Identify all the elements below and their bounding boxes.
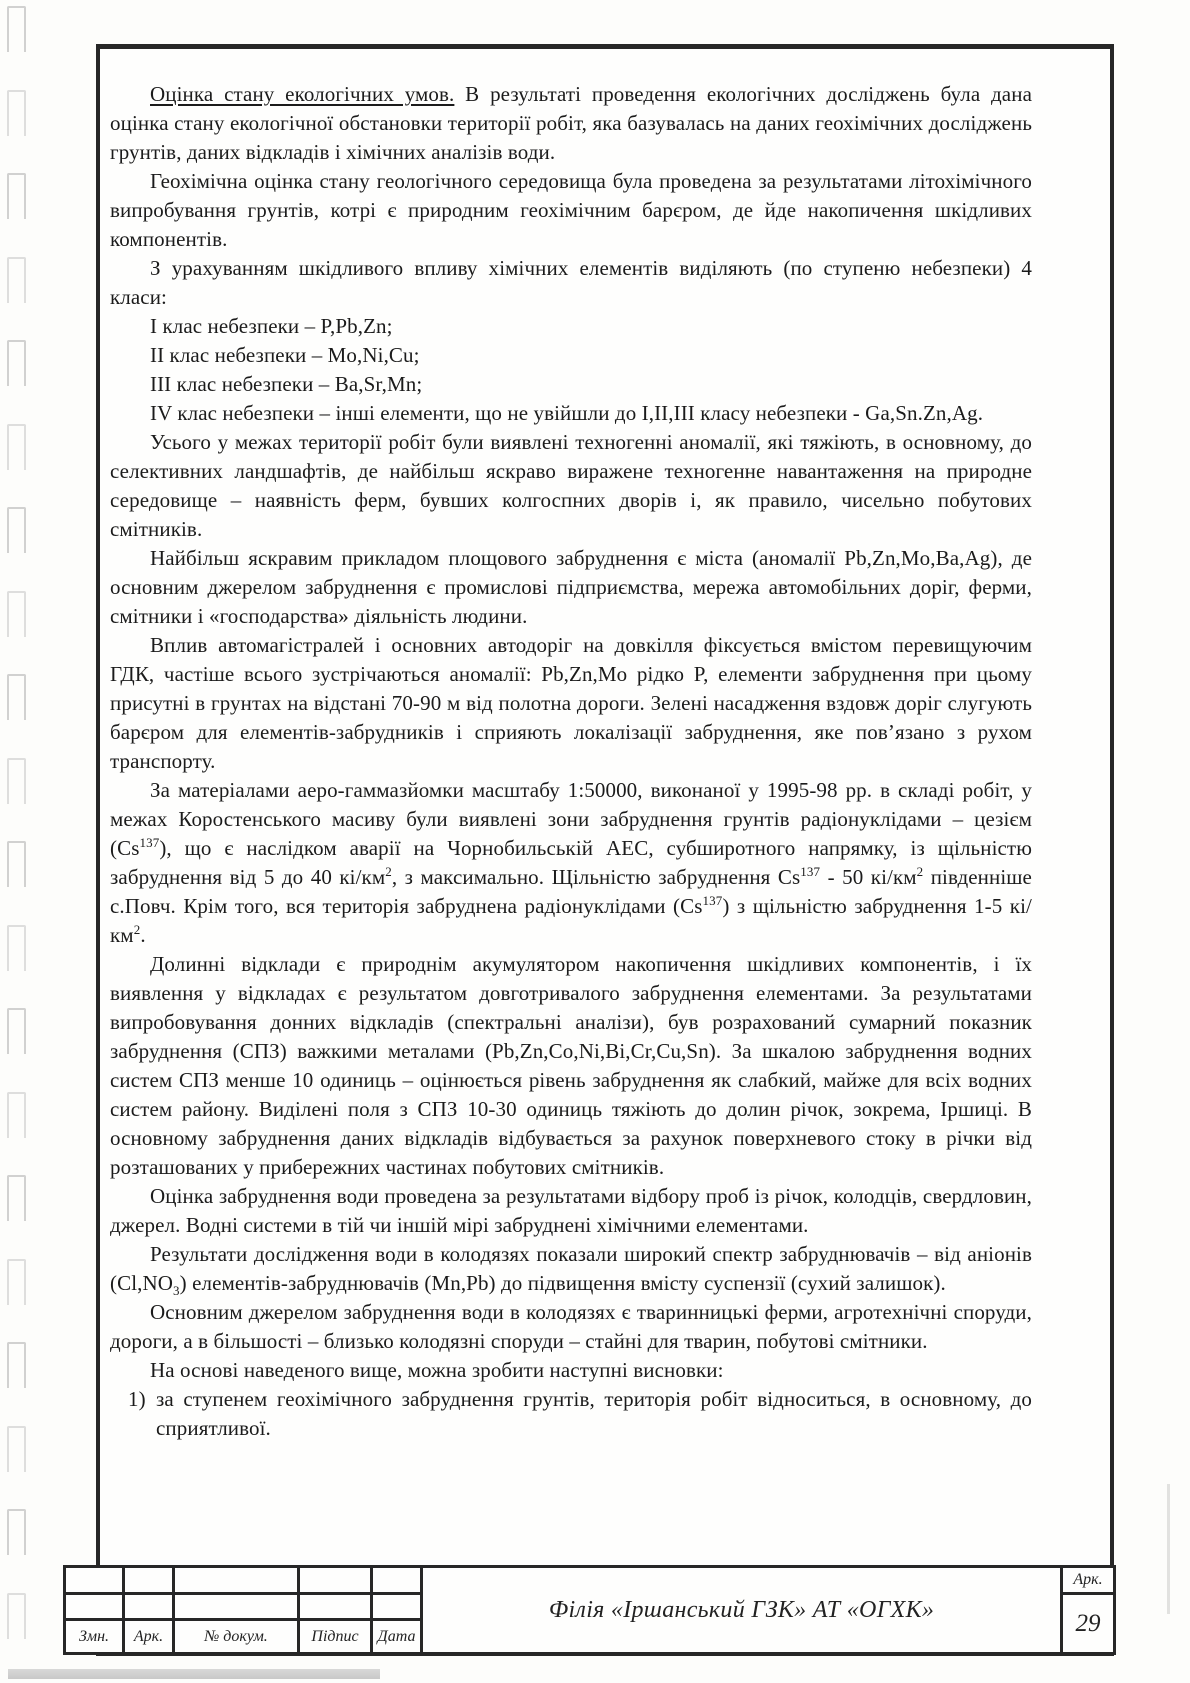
binder-hole-mark	[7, 1593, 26, 1639]
paragraph: III клас небезпеки – Ba,Sr,Mn;	[150, 372, 423, 396]
titleblock-empty-cell	[124, 1567, 174, 1594]
binder-hole-mark	[7, 340, 26, 386]
column-label-dokum: № докум.	[174, 1620, 299, 1654]
superscript: 2	[133, 922, 141, 937]
binder-hole-mark	[7, 1259, 26, 1305]
titleblock-empty-cell	[124, 1594, 174, 1620]
binder-hole-mark	[7, 173, 26, 219]
paragraph: Усього у межах території робіт були виявлені техногенні аномалії, які тяжіють, в основному, до селективних ландшафтів, де найбільш яскраво виражене техногенне навантаження на природне середовище – наявність ферм, бувших колгоспних дворів і, як правило, чисельно побутових смітників.	[110, 430, 1032, 541]
title-block	[63, 1565, 1116, 1655]
paragraph: Основним джерелом забруднення води в колодязях є тваринницькі ферми, агротехнічні споруди, дороги, а в більшості – близько колодязні споруди – стайні для тварин, побутові смітники.	[110, 1300, 1032, 1353]
superscript: 2	[385, 864, 392, 879]
titleblock-empty-cell	[174, 1567, 299, 1594]
list-marker: 1)	[128, 1387, 146, 1411]
paragraph: За матеріалами аеро-гаммазйомки масштабу 1:50000, виконаної у 1995-98 рр. в складі робіт, у межах Коростенського масиву були виявлені зони забруднення грунтів радіонуклідами – цезієм (Cs$^{137}$), що є наслідком аварії на Чорнобильській АЕС, субширотного напрямку, із щільністю забруднення від 5 до 40 $кі/км^2$, з максимально. Щільністю забруднення Cs$^{137}$ - 50 $кі/км^2$ південніше с.Повч. Крім того, вся територія забруднена радіонуклідами (Cs$^{137}$) з щільністю забруднення 1-5 $кі/км^2$.	[110, 778, 1032, 947]
titleblock-empty-cell	[65, 1567, 124, 1594]
binder-hole-mark	[7, 925, 26, 971]
titleblock-empty-cell	[299, 1567, 372, 1594]
paragraph: Найбільш яскравим прикладом площового забруднення є міста (аномалії Pb,Zn,Mo,Ba,Ag), де основним джерелом забруднення є промислові підприємства, мережа автомобільних доріг, ферми, смітники і «господарства» діяльність людини.	[110, 546, 1032, 628]
binding-marks	[0, 0, 70, 1683]
column-label-zmn: Змн.	[65, 1620, 124, 1654]
conclusion-list-item: 1) за ступенем геохімічного забруднення грунтів, територія робіт відноситься, в основному, до сприятливої.	[128, 1387, 1032, 1440]
paragraph: Оцінка стану екологічних умов. В результаті проведення екологічних досліджень була дана оцінка стану екологічної обстановки території робіт, яка базувалась на даних геохімічних досліджень грунтів, даних відкладів і хімічних аналізів води.	[110, 82, 1032, 164]
binder-hole-mark	[7, 507, 26, 553]
sheet-label: Арк.	[1062, 1567, 1115, 1594]
binder-hole-mark	[7, 1342, 26, 1388]
organization-title: Філія «Іршанський ГЗК» АТ «ОГХК»	[422, 1567, 1062, 1654]
binder-hole-mark	[7, 591, 26, 637]
superscript: 137	[139, 835, 160, 850]
sheet-number: 29	[1062, 1594, 1115, 1654]
paragraph: Геохімічна оцінка стану геологічного середовища була проведена за результатами літохімічного випробування грунтів, котрі є природним геохімічним барєром, де йде накопичення шкідливих компонентів.	[110, 169, 1032, 251]
paragraph: I клас небезпеки – P,Pb,Zn;	[150, 314, 393, 338]
titleblock-empty-cell	[174, 1594, 299, 1620]
section-heading: Оцінка стану екологічних умов.	[150, 82, 455, 106]
subscript: 3	[173, 1283, 180, 1299]
paragraph: Вплив автомагістралей і основних автодоріг на довкілля фіксується вмістом перевищуючим ГДК, частіше всього зустрічаються аномалії: Pb,Zn,Mo рідко P, елементи забруднення при цьому присутні в грунтах на відстані 70-90 м від полотна дороги. Зелені насадження вздовж доріг слугують барєром для елементів-забрудників і сприяють локалізації забруднення, яке пов’язано з рухом транспорту.	[110, 633, 1032, 773]
binder-hole-mark	[7, 6, 26, 52]
paragraph: На основі наведеного вище, можна зробити наступні висновки:	[150, 1358, 724, 1382]
binder-hole-mark	[7, 1426, 26, 1472]
superscript: 2	[916, 864, 924, 879]
titleblock-empty-cell	[372, 1594, 422, 1620]
scan-artifact-strip	[8, 1669, 380, 1679]
binder-hole-mark	[7, 1175, 26, 1221]
binder-hole-mark	[7, 257, 26, 303]
binder-hole-mark	[7, 90, 26, 136]
scan-artifact-line	[1167, 1484, 1170, 1614]
binder-hole-mark	[7, 1092, 26, 1138]
column-label-data: Дата	[372, 1620, 422, 1654]
titleblock-empty-cell	[299, 1594, 372, 1620]
paragraph: II клас небезпеки – Mo,Ni,Cu;	[150, 343, 420, 367]
paragraph: IV клас небезпеки – інші елементи, що не увійшли до I,II,III класу небезпеки - Ga,Sn.Zn,Ag.	[150, 401, 984, 425]
column-label-ark: Арк.	[124, 1620, 174, 1654]
superscript: 137	[800, 864, 821, 879]
paragraph: З урахуванням шкідливого впливу хімічних елементів виділяють (по ступеню небезпеки) 4 класи:	[110, 256, 1032, 309]
binder-hole-mark	[7, 841, 26, 887]
binder-hole-mark	[7, 674, 26, 720]
superscript: 137	[702, 893, 723, 908]
titleblock-empty-cell	[372, 1567, 422, 1594]
binder-hole-mark	[7, 424, 26, 470]
binder-hole-mark	[7, 758, 26, 804]
paragraph: Долинні відклади є природнім акумулятором накопичення шкідливих компонентів, і їх виявлення у відкладах є результатом довготривалого забруднення елементами. За результатами випробовування донних відкладів (спектральні аналізи), був розрахований сумарний показник забруднення (СПЗ) важкими металами (Pb,Zn,Co,Ni,Bi,Cr,Cu,Sn). За шкалою забруднення водних систем СПЗ менше 10 одиниць – оцінюється рівень забруднення як слабкий, майже для всіх водних систем району. Виділені поля з СПЗ 10-30 одиниць тяжіють до долин річок, зокрема, Іршиці. В основному забруднення даних відкладів відбувається за рахунок поверхневого стоку в річки від розташованих у прибережних частинах побутових смітників.	[110, 952, 1032, 1179]
binder-hole-mark	[7, 1008, 26, 1054]
column-label-pidpys: Підпис	[299, 1620, 372, 1654]
paragraph: Результати дослідження води в колодязях показали широкий спектр забруднювачів – від аніонів $(Cl,NO_3)$ елементів-забруднювачів (Mn,Pb) до підвищення вмісту суспензії (сухий залишок).	[110, 1242, 1032, 1299]
titleblock-empty-cell	[65, 1594, 124, 1620]
paragraph: Оцінка забруднення води проведена за результатами відбору проб із річок, колодців, свердловин, джерел. Водні системи в тій чи іншій мірі забруднені хімічними елементами.	[110, 1184, 1032, 1237]
text-body	[110, 80, 1032, 1443]
binder-hole-mark	[7, 1509, 26, 1555]
